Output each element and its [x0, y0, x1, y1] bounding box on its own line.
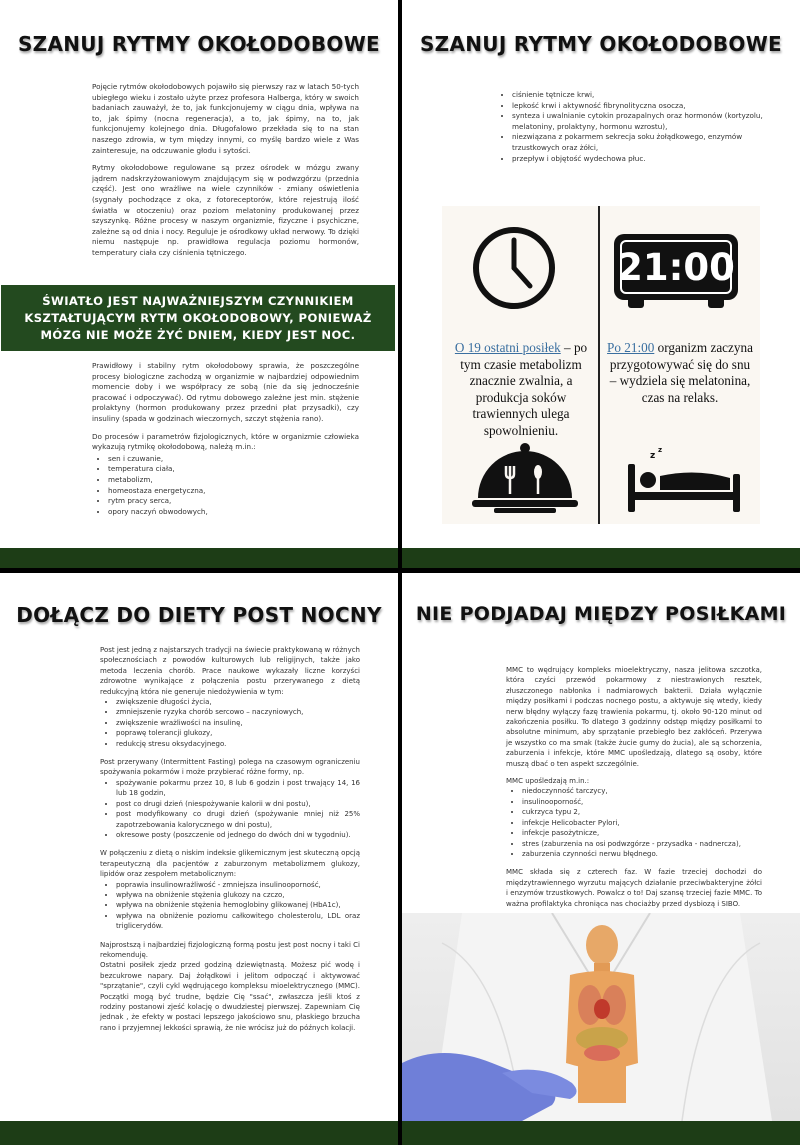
paragraph: Do procesów i parametrów fizjologicznych, które w organizmie człowieka wykazują rytmikę okołodobową, należą m.in.: — [92, 431, 359, 452]
page-title: NIE PODJADAJ MIĘDZY POSIŁKAMI — [415, 603, 787, 625]
body-text — [92, 361, 359, 517]
list-item: • przepływ i objętość wydechowa płuc. — [512, 154, 764, 165]
list-item: • opory naczyń obwodowych, — [108, 507, 359, 518]
list-item: • infekcje pasożytnicze, — [522, 828, 762, 838]
paragraph: MMC upośledzają m.in.: — [506, 777, 590, 786]
bullet-list — [100, 778, 360, 840]
paragraph: Rytmy okołodobowe regulowane są przez ośrodek w mózgu zwany jądrem nadskrzyżowaniowym znajdującym się w podwzgórzu (przednia część). Jest ono wrażliwe na wiele czynników - zmiany oświetlenia (sygnały pochodzące z oka, z fotoreceptorów, które rejestrują ilość światła w otoczeniu) oraz poziom melatoniny produkowanej przez szyszynkę. Różne procesy w naszym organizmie, fizyczne i psychiczne, zależne są od dnia i nocy. Reguluje je ośrodkowy układ nerwowy. To dzięki niemu następuje np. prawidłowa regulacja poziomu hormonów, temperatury ciała czy ciśnienia tętniczego. — [92, 163, 359, 257]
page-4 — [402, 573, 800, 1145]
footer-bar — [402, 548, 800, 568]
bullet-list — [100, 880, 360, 932]
bullet-list — [92, 454, 359, 518]
body-text — [496, 90, 764, 164]
footer-bar — [0, 1121, 398, 1145]
list-item: • niezwiązana z pokarmem sekrecja soku żołądkowego, enzymów trzustkowych oraz żółci, — [512, 132, 764, 153]
list-item: • cukrzyca typu 2, — [522, 807, 762, 817]
analog-clock-icon — [470, 224, 558, 312]
list-item: • redukcję stresu oksydacyjnego. — [116, 739, 360, 749]
list-item: • stres (zaburzenia na osi podwzgórze - przysadka - nadnercza), — [522, 839, 762, 849]
page-3 — [0, 573, 398, 1145]
list-item: • lepkość krwi i aktywność fibrynolityczna osocza, — [512, 101, 764, 112]
list-item: • synteza i uwalnianie cytokin prozapalnych oraz hormonów (kortyzolu, melatoniny, prolaktyny, hormonu wzrostu), — [512, 111, 764, 132]
list-item: • wpływa na obniżenie stężenia hemoglobiny glikowanej (HbA1c), — [116, 900, 360, 910]
anatomy-model-image — [402, 913, 800, 1121]
paragraph: Ostatni posiłek zjedz przed godziną dziewiętnastą. Możesz pić wodę i bezcukrowe napary. Daj żołądkowi i jelitom odpocząć i aktywować "sprzątanie", czyli cykl wędrującego kompleksu mioelektrycznego (MMC). Początki mogą być trudne, będzie Cię "ssać", zwłaszcza jeśli ktoś z rodziny postanowi zjeść kolację o dwudziestej pierwszej. Zapewniam Cię jednak , że efekty w postaci lepszego jakościowo snu, płaskiego brzucha rano i przyjemnej lekkości sprawią, że nie wrócisz już do późnych kolacji. — [100, 961, 360, 1032]
list-item: • niedoczynność tarczycy, — [522, 786, 762, 796]
quote-banner — [0, 284, 396, 352]
divider — [598, 206, 600, 524]
paragraph: Najprostszą i najbardziej fizjologiczną formą postu jest post nocny i taki Ci rekomenduję. — [100, 940, 360, 959]
list-item: • sen i czuwanie, — [108, 454, 359, 465]
sleep-z-text: z — [658, 446, 663, 454]
bullet-list — [506, 786, 762, 859]
body-text — [100, 645, 360, 1033]
page-1 — [0, 0, 398, 568]
page-2 — [402, 0, 800, 568]
list-item: • rytm pracy serca, — [108, 496, 359, 507]
list-item: • okresowe posty (poszczenie od jednego do dwóch dni w tygodniu). — [116, 830, 360, 840]
list-item: • wpływa na obniżenie poziomu całkowitego cholesterolu, LDL oraz triglicerydów. — [116, 911, 360, 932]
page-title: SZANUJ RYTMY OKOŁODOBOWE — [419, 32, 783, 56]
list-item: • zaburzenia czynności nerwu błędnego. — [522, 849, 762, 859]
paragraph: Pojęcie rytmów okołodobowych pojawiło się pierwszy raz w latach 50-tych ubiegłego wieku i zostało użyte przez profesora Halberga, który w swoich badaniach zauważył, że to, jak funkcjonujemy w ciągu dnia, wpływa na to, jak śpimy (nocna regeneracja), a to, jak śpimy, na to, jak funkcjonujemy kolejnego dnia. Długofalowo przekłada się to na stan naszego zdrowia, w tym między innymi, co myślę bardzo wiele z Was zainteresuje, na odczuwanie głodu i sytości. — [92, 82, 359, 155]
list-item: • poprawia insulinowrażliwość - zmniejsza insulinooporność, — [116, 880, 360, 890]
infographic — [442, 206, 760, 524]
sleeping-in-bed-icon — [626, 446, 744, 512]
paragraph: Post jest jedną z najstarszych tradycji na świecie praktykowaną w różnych społecznościach z powodów kulturowych lub religijnych, także jako metoda leczenia chorób. Prace naukowe wykazały liczne korzyści zdrowotne wynikające z połączenia postu przerywanego z dietą redukcyjną która nie generuje niedożywienia w tym: — [100, 646, 360, 696]
footer-bar — [0, 548, 398, 568]
list-item: • zmniejszenie ryzyka chorób sercowo – naczyniowych, — [116, 707, 360, 717]
list-item: • post co drugi dzień (niespożywanie kalorii w dni postu), — [116, 799, 360, 809]
banner-text: ŚWIATŁO JEST NAJWAŻNIEJSZYM CZYNNIKIEM KSZTAŁTUJĄCYM RYTM OKOŁODOBOWY, PONIEWAŻ MÓZG NIE MOŻE ŻYĆ DNIEM, KIEDY JEST NOC. — [24, 293, 372, 342]
caption-highlight: O 19 ostatni posiłek — [454, 340, 561, 355]
list-item: • spożywanie pokarmu przez 10, 8 lub 6 godzin i post trwający 14, 16 lub 18 godzin, — [116, 778, 360, 799]
list-item: • ciśnienie tętnicze krwi, — [512, 90, 764, 101]
doctor-photo — [402, 913, 800, 1121]
page-title: SZANUJ RYTMY OKOŁODOBOWE — [17, 32, 381, 56]
body-text — [506, 665, 762, 909]
paragraph: MMC to wędrujący kompleks mioelektryczny, nasza jelitowa szczotka, która czyści przewód pokarmowy z niestrawionych resztek, złuszczonego nabłonka i nadmiarowych bakterii. Działa wyłącznie między posiłkami i podczas nocnego postu, a aktywuje się wtedy, kiedy nerw błędny wyłączy fazę trawienia pokarmu, tj. około 90-120 minut od zakończenia posiłku. To dlatego 3 godzinny odstęp między posiłkami to absolutne minimum, aby sprzątanie przebiegło bez zakłóceń. Przerywa je wszystko co ma smak (także żucie gumy do żucia), ale są schorzenia, zaburzenia i infekcje, które MMC upośledzają, dlatego są osoby, które muszą dbać o ten aspekt szczególnie. — [506, 666, 762, 768]
dinner-cloche-icon — [472, 442, 578, 516]
paragraph: Prawidłowy i stabilny rytm okołodobowy sprawia, że poszczególne procesy biologiczne zachodzą w organizmie w najbardziej odpowiednim momencie doby i we współpracy ze sobą (nie da się jednocześnie pracować i odpoczywać). Od rytmu dobowego zależne jest min. stężenie prolaktyny (hormon produkowany przez przedni płat przysadki), czy insuliny (spada w godzinach wieczornych, szczyt stężenia rano). — [92, 361, 359, 423]
list-item: • poprawę tolerancji glukozy, — [116, 728, 360, 738]
bullet-list — [100, 697, 360, 749]
clock-digits: 21:00 — [617, 245, 735, 289]
paragraph: MMC składa się z czterech faz. W fazie trzeciej dochodzi do międzytrawiennego wyrzutu mających działanie przeciwbakteryjne żółci i enzymów trzustkowych. Powalcz o to! Daj szansę trzeciej fazie MMC. To ważna profilaktyka chroniąca nas chociażby przed dysbiozą i SIBO. — [506, 868, 762, 908]
caption-text: – po tym czasie metabolizm znacznie zwalnia, a produkcja soków trawiennych ulega spowolnieniu. — [460, 340, 588, 438]
list-item: • zwiększenie długości życia, — [116, 697, 360, 707]
paragraph: W połączeniu z dietą o niskim indeksie glikemicznym jest skuteczną opcją terapeutyczną dla pacjentów z zaburzonym metabolizmem glukozy, lipidów oraz zespołem metabolicznym: — [100, 849, 360, 879]
list-item: • insulinooporność, — [522, 797, 762, 807]
list-item: • wpływa na obniżenie stężenia glukozy na czczo, — [116, 890, 360, 900]
page-title: DOŁĄCZ DO DIETY POST NOCNY — [16, 603, 382, 627]
body-text — [92, 82, 359, 266]
bullet-list — [496, 90, 764, 164]
paragraph: Post przerywany (Intermittent Fasting) polega na czasowym ograniczeniu spożywania pokarmów i może przybierać różne formy, np. — [100, 758, 360, 777]
digital-clock-icon — [614, 234, 738, 308]
caption-right — [606, 340, 754, 406]
list-item: • temperatura ciała, — [108, 464, 359, 475]
list-item: • post modyfikowany co drugi dzień (spożywanie mniej niż 25% zapotrzebowania kalorycznego w dni postu), — [116, 809, 360, 830]
list-item: • zwiększenie wrażliwości na insulinę, — [116, 718, 360, 728]
caption-highlight: Po 21:00 — [607, 340, 655, 355]
list-item: • infekcje Helicobacter Pylori, — [522, 818, 762, 828]
list-item: • homeostaza energetyczna, — [108, 486, 359, 497]
list-item: • metabolizm, — [108, 475, 359, 486]
sleep-z-text: z — [650, 451, 656, 461]
caption-text: organizm zaczyna przygotowywać się do snu – wydziela się melatonina, czas na relaks. — [609, 340, 753, 405]
caption-left — [450, 340, 592, 440]
footer-bar — [402, 1121, 800, 1145]
